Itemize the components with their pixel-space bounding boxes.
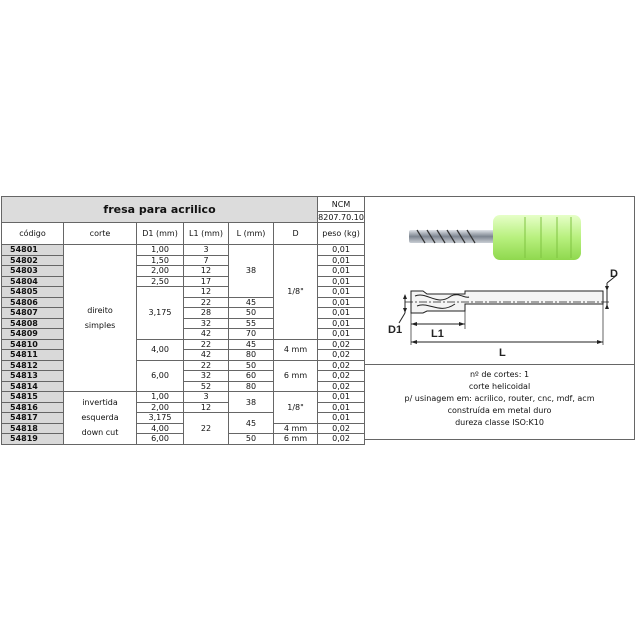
info-line: dureza classe ISO:K10 <box>455 418 544 427</box>
code-cell: 54812 <box>2 360 64 371</box>
cut-line: down cut <box>81 428 119 438</box>
l-cell: 55 <box>229 318 274 329</box>
code-cell: 54814 <box>2 381 64 392</box>
weight-cell: 0,02 <box>318 350 365 361</box>
info-line: p/ usinagem em: acrilico, router, cnc, mdf, acm <box>404 394 595 403</box>
d-cell: 4 mm <box>274 423 318 434</box>
l-cell: 50 <box>229 308 274 319</box>
l1-cell: 12 <box>184 266 229 277</box>
code-cell: 54811 <box>2 350 64 361</box>
product-sheet <box>1 196 635 444</box>
d1-leader <box>399 313 405 323</box>
label-l1: L1 <box>431 328 444 340</box>
l-cell: 60 <box>229 371 274 382</box>
code-cell: 54801 <box>2 245 64 256</box>
header-d1: D1 (mm) <box>137 223 184 245</box>
weight-cell: 0,01 <box>318 392 365 403</box>
code-cell: 54802 <box>2 255 64 266</box>
d1-cell: 6,00 <box>137 434 184 445</box>
l-cell: 70 <box>229 329 274 340</box>
table-row <box>2 360 365 371</box>
l-cell: 45 <box>229 413 274 434</box>
d1-cell: 3,175 <box>137 287 184 340</box>
shank-collar <box>493 215 581 260</box>
code-cell: 54804 <box>2 276 64 287</box>
l1-cell: 22 <box>184 360 229 371</box>
ncm-label: NCM <box>318 197 365 212</box>
info-line: corte helicoidal <box>468 382 531 391</box>
d1-cell: 4,00 <box>137 423 184 434</box>
d1-cell: 1,00 <box>137 245 184 256</box>
l-cell: 38 <box>229 245 274 298</box>
l-cell: 45 <box>229 297 274 308</box>
code-cell: 54805 <box>2 287 64 298</box>
label-l: L <box>499 347 506 359</box>
cut-line: simples <box>84 321 116 330</box>
d1-cell: 2,00 <box>137 402 184 413</box>
end-mill-drawing <box>365 197 634 364</box>
l1-cell: 22 <box>184 413 229 445</box>
cut-line: esquerda <box>81 413 119 423</box>
label-d1: D1 <box>388 324 403 336</box>
product-info <box>364 365 635 440</box>
code-cell: 54810 <box>2 339 64 350</box>
weight-cell: 0,02 <box>318 360 365 371</box>
code-cell: 54817 <box>2 413 64 424</box>
d-cell: 6 mm <box>274 434 318 445</box>
code-cell: 54815 <box>2 392 64 403</box>
d1-cell: 2,50 <box>137 276 184 287</box>
l1-cell: 3 <box>184 392 229 403</box>
header-code: código <box>2 223 64 245</box>
code-cell: 54803 <box>2 266 64 277</box>
code-cell: 54808 <box>2 318 64 329</box>
cut-cell-inverted <box>64 392 137 445</box>
l1-cell: 22 <box>184 339 229 350</box>
weight-cell: 0,02 <box>318 339 365 350</box>
weight-cell: 0,01 <box>318 308 365 319</box>
header-row <box>2 223 365 245</box>
code-cell: 54818 <box>2 423 64 434</box>
weight-cell: 0,01 <box>318 297 365 308</box>
l1-cell: 32 <box>184 371 229 382</box>
l-cell: 50 <box>229 434 274 445</box>
header-weight: peso (kg) <box>318 223 365 245</box>
d1-cell: 1,50 <box>137 255 184 266</box>
d1-cell: 6,00 <box>137 360 184 392</box>
l1-cell: 52 <box>184 381 229 392</box>
l1-cell: 32 <box>184 318 229 329</box>
table-row <box>2 339 365 350</box>
header-cut: corte <box>64 223 137 245</box>
label-d: D <box>610 268 618 280</box>
table-title: fresa para acrilico <box>2 197 318 223</box>
header-l1: L1 (mm) <box>184 223 229 245</box>
d-cell: 1/8" <box>274 245 318 340</box>
code-cell: 54816 <box>2 402 64 413</box>
weight-cell: 0,01 <box>318 287 365 298</box>
l-cell: 80 <box>229 381 274 392</box>
weight-cell: 0,01 <box>318 413 365 424</box>
d-cell: 6 mm <box>274 360 318 392</box>
l-cell: 38 <box>229 392 274 413</box>
bit-photo <box>409 215 581 260</box>
l1-cell: 22 <box>184 297 229 308</box>
d1-cell: 2,00 <box>137 266 184 277</box>
d-cell: 4 mm <box>274 339 318 360</box>
code-cell: 54807 <box>2 308 64 319</box>
l1-cell: 28 <box>184 308 229 319</box>
weight-cell: 0,02 <box>318 371 365 382</box>
d1-cell: 1,00 <box>137 392 184 403</box>
weight-cell: 0,01 <box>318 245 365 256</box>
header-l: L (mm) <box>229 223 274 245</box>
ncm-value: 8207.70.10 <box>318 212 364 222</box>
weight-cell: 0,01 <box>318 318 365 329</box>
l1-cell: 7 <box>184 255 229 266</box>
weight-cell: 0,02 <box>318 423 365 434</box>
code-cell: 54806 <box>2 297 64 308</box>
weight-cell: 0,02 <box>318 434 365 445</box>
l1-cell: 17 <box>184 276 229 287</box>
d1-cell: 4,00 <box>137 339 184 360</box>
table-row <box>2 392 365 403</box>
info-line: nº de cortes: 1 <box>469 370 530 379</box>
weight-cell: 0,01 <box>318 402 365 413</box>
weight-cell: 0,01 <box>318 276 365 287</box>
code-cell: 54819 <box>2 434 64 445</box>
weight-cell: 0,01 <box>318 255 365 266</box>
l1-cell: 12 <box>184 402 229 413</box>
spec-table <box>1 196 365 445</box>
l-cell: 45 <box>229 339 274 350</box>
table-row <box>2 423 365 434</box>
table-row <box>2 434 365 445</box>
d1-cell: 3,175 <box>137 413 184 424</box>
weight-cell: 0,01 <box>318 329 365 340</box>
l1-cell: 12 <box>184 287 229 298</box>
weight-cell: 0,02 <box>318 381 365 392</box>
code-cell: 54813 <box>2 371 64 382</box>
cut-line: direito <box>87 306 113 315</box>
l-cell: 50 <box>229 360 274 371</box>
cut-cell-direct <box>64 245 137 392</box>
l1-cell: 3 <box>184 245 229 256</box>
weight-cell: 0,01 <box>318 266 365 277</box>
code-cell: 54809 <box>2 329 64 340</box>
d-cell: 1/8" <box>274 392 318 424</box>
l1-cell: 42 <box>184 350 229 361</box>
l-cell: 80 <box>229 350 274 361</box>
table-row <box>2 245 365 256</box>
info-line: construída em metal duro <box>447 406 552 415</box>
cut-line: invertida <box>82 398 118 408</box>
l1-cell: 42 <box>184 329 229 340</box>
header-d: D <box>274 223 318 245</box>
product-illustration <box>364 196 635 365</box>
